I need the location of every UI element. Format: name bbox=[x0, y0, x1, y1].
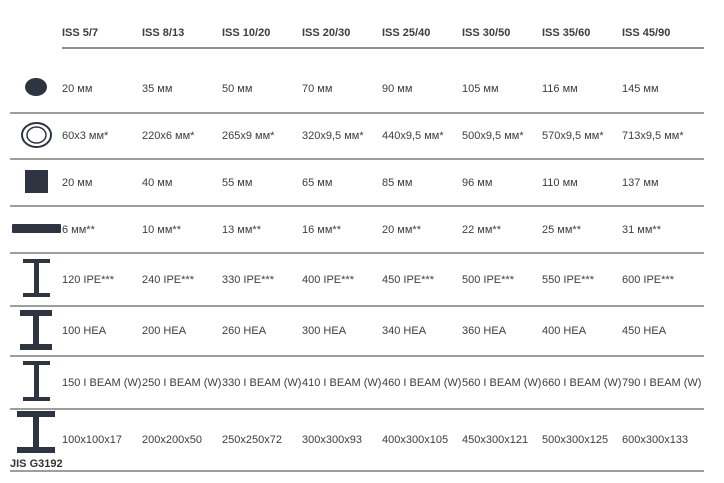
table-row bbox=[10, 307, 704, 357]
size-value-cell: 400x300x105 bbox=[382, 434, 449, 446]
size-value-cell: 145 мм bbox=[622, 82, 659, 95]
size-value-cell: 250 I BEAM (W) bbox=[142, 376, 222, 389]
profile-icon-cell bbox=[10, 361, 62, 404]
size-value-cell: 96 мм bbox=[462, 176, 493, 189]
size-value-cell: 400 IPE*** bbox=[302, 273, 354, 286]
size-value-cell: 100 HEA bbox=[62, 325, 107, 337]
size-value-cell: 25 мм** bbox=[542, 223, 581, 236]
size-value-cell: 300x300x93 bbox=[302, 434, 362, 446]
size-value-cell: 790 I BEAM (W) bbox=[622, 376, 702, 389]
size-value-cell: 20 мм bbox=[62, 176, 93, 189]
table-row bbox=[10, 49, 704, 114]
size-value-cell: 330 IPE*** bbox=[222, 273, 274, 286]
size-value-cell: 60x3 мм* bbox=[62, 130, 109, 142]
size-value-cell: 22 мм** bbox=[462, 223, 501, 236]
header-row bbox=[10, 0, 704, 47]
size-value-cell: 55 мм bbox=[222, 176, 253, 189]
size-value-cell: 85 мм bbox=[382, 176, 413, 189]
table-row bbox=[10, 410, 704, 472]
column-header: ISS 20/30 bbox=[302, 27, 351, 39]
size-value-cell: 10 мм** bbox=[142, 223, 181, 236]
size-value-cell: 40 мм bbox=[142, 176, 173, 189]
size-value-cell: 110 мм bbox=[542, 176, 578, 189]
profile-icon-cell bbox=[10, 121, 62, 152]
size-value-cell: 120 IPE*** bbox=[62, 273, 114, 286]
square-bar-icon bbox=[25, 170, 48, 196]
size-value-cell: 410 I BEAM (W) bbox=[302, 376, 382, 389]
size-value-cell: 20 мм bbox=[62, 82, 93, 95]
size-value-cell: 260 HEA bbox=[222, 325, 267, 337]
size-value-cell: 500x300x125 bbox=[542, 434, 609, 446]
size-value-cell: 16 мм** bbox=[302, 223, 341, 236]
profile-icon-cell bbox=[10, 170, 62, 196]
size-value-cell: 450 IPE*** bbox=[382, 273, 434, 286]
column-header: ISS 45/90 bbox=[622, 27, 671, 39]
size-value-cell: 150 I BEAM (W) bbox=[62, 376, 142, 389]
size-value-cell: 137 мм bbox=[622, 176, 659, 189]
size-value-cell: 20 мм** bbox=[382, 223, 421, 236]
column-header: ISS 25/40 bbox=[382, 27, 431, 39]
size-value-cell: 550 IPE*** bbox=[542, 273, 594, 286]
size-value-cell: 320x9,5 мм* bbox=[302, 130, 364, 142]
size-value-cell: 50 мм bbox=[222, 82, 253, 95]
pipe-icon bbox=[20, 121, 53, 152]
table-row bbox=[10, 160, 704, 207]
profile-icon-cell bbox=[10, 310, 62, 353]
profile-icon-cell bbox=[10, 77, 62, 100]
column-header: ISS 5/7 bbox=[62, 27, 99, 39]
size-value-cell: 200x200x50 bbox=[142, 434, 202, 446]
size-value-cell: 200 HEA bbox=[142, 325, 187, 337]
size-value-cell: 31 мм** bbox=[622, 223, 661, 236]
size-value-cell: 570x9,5 мм* bbox=[542, 130, 604, 142]
table-body bbox=[10, 49, 704, 472]
ipe-beam-icon bbox=[23, 259, 50, 300]
size-value-cell: 105 мм bbox=[462, 82, 499, 95]
i-beam-icon bbox=[23, 361, 50, 404]
table-row bbox=[10, 207, 704, 254]
size-value-cell: 220x6 мм* bbox=[142, 130, 195, 142]
size-value-cell: 500x9,5 мм* bbox=[462, 130, 524, 142]
table-row bbox=[10, 114, 704, 160]
size-value-cell: 265x9 мм* bbox=[222, 130, 275, 142]
size-value-cell: 330 I BEAM (W) bbox=[222, 376, 302, 389]
profile-icon-cell bbox=[10, 224, 62, 236]
profile-standard-label: JIS G3192 bbox=[10, 457, 63, 470]
table-row bbox=[10, 254, 704, 307]
size-value-cell: 240 IPE*** bbox=[142, 273, 194, 286]
size-value-cell: 340 HEA bbox=[382, 325, 427, 337]
size-value-cell: 116 мм bbox=[542, 82, 578, 95]
size-value-cell: 35 мм bbox=[142, 82, 173, 95]
size-value-cell: 13 мм** bbox=[222, 223, 261, 236]
size-value-cell: 65 мм bbox=[302, 176, 333, 189]
column-header: ISS 8/13 bbox=[142, 27, 185, 39]
size-value-cell: 250x250x72 bbox=[222, 434, 282, 446]
size-value-cell: 360 HEA bbox=[462, 325, 507, 337]
size-value-cell: 500 IPE*** bbox=[462, 273, 514, 286]
column-header: ISS 35/60 bbox=[542, 27, 591, 39]
size-value-cell: 6 мм** bbox=[62, 223, 95, 236]
size-value-cell: 450 HEA bbox=[622, 325, 667, 337]
size-value-cell: 713x9,5 мм* bbox=[622, 130, 684, 142]
column-header: ISS 10/20 bbox=[222, 27, 271, 39]
table-row bbox=[10, 357, 704, 410]
size-value-cell: 450x300x121 bbox=[462, 434, 529, 446]
size-value-cell: 600 IPE*** bbox=[622, 273, 674, 286]
size-value-cell: 90 мм bbox=[382, 82, 413, 95]
size-value-cell: 70 мм bbox=[302, 82, 333, 95]
jis-beam-icon bbox=[17, 411, 55, 456]
profile-size-table bbox=[10, 0, 704, 472]
column-header: ISS 30/50 bbox=[462, 27, 511, 39]
flat-bar-icon bbox=[12, 224, 61, 236]
profile-icon-cell bbox=[10, 411, 62, 470]
profile-icon-cell bbox=[10, 259, 62, 300]
size-value-cell: 100x100x17 bbox=[62, 434, 122, 446]
size-value-cell: 440x9,5 мм* bbox=[382, 130, 444, 142]
round-bar-icon bbox=[23, 77, 49, 100]
hea-beam-icon bbox=[20, 310, 52, 353]
size-value-cell: 460 I BEAM (W) bbox=[382, 376, 462, 389]
size-value-cell: 400 HEA bbox=[542, 325, 587, 337]
size-value-cell: 660 I BEAM (W) bbox=[542, 376, 622, 389]
size-value-cell: 560 I BEAM (W) bbox=[462, 376, 542, 389]
size-value-cell: 300 HEA bbox=[302, 325, 347, 337]
size-value-cell: 600x300x133 bbox=[622, 434, 689, 446]
